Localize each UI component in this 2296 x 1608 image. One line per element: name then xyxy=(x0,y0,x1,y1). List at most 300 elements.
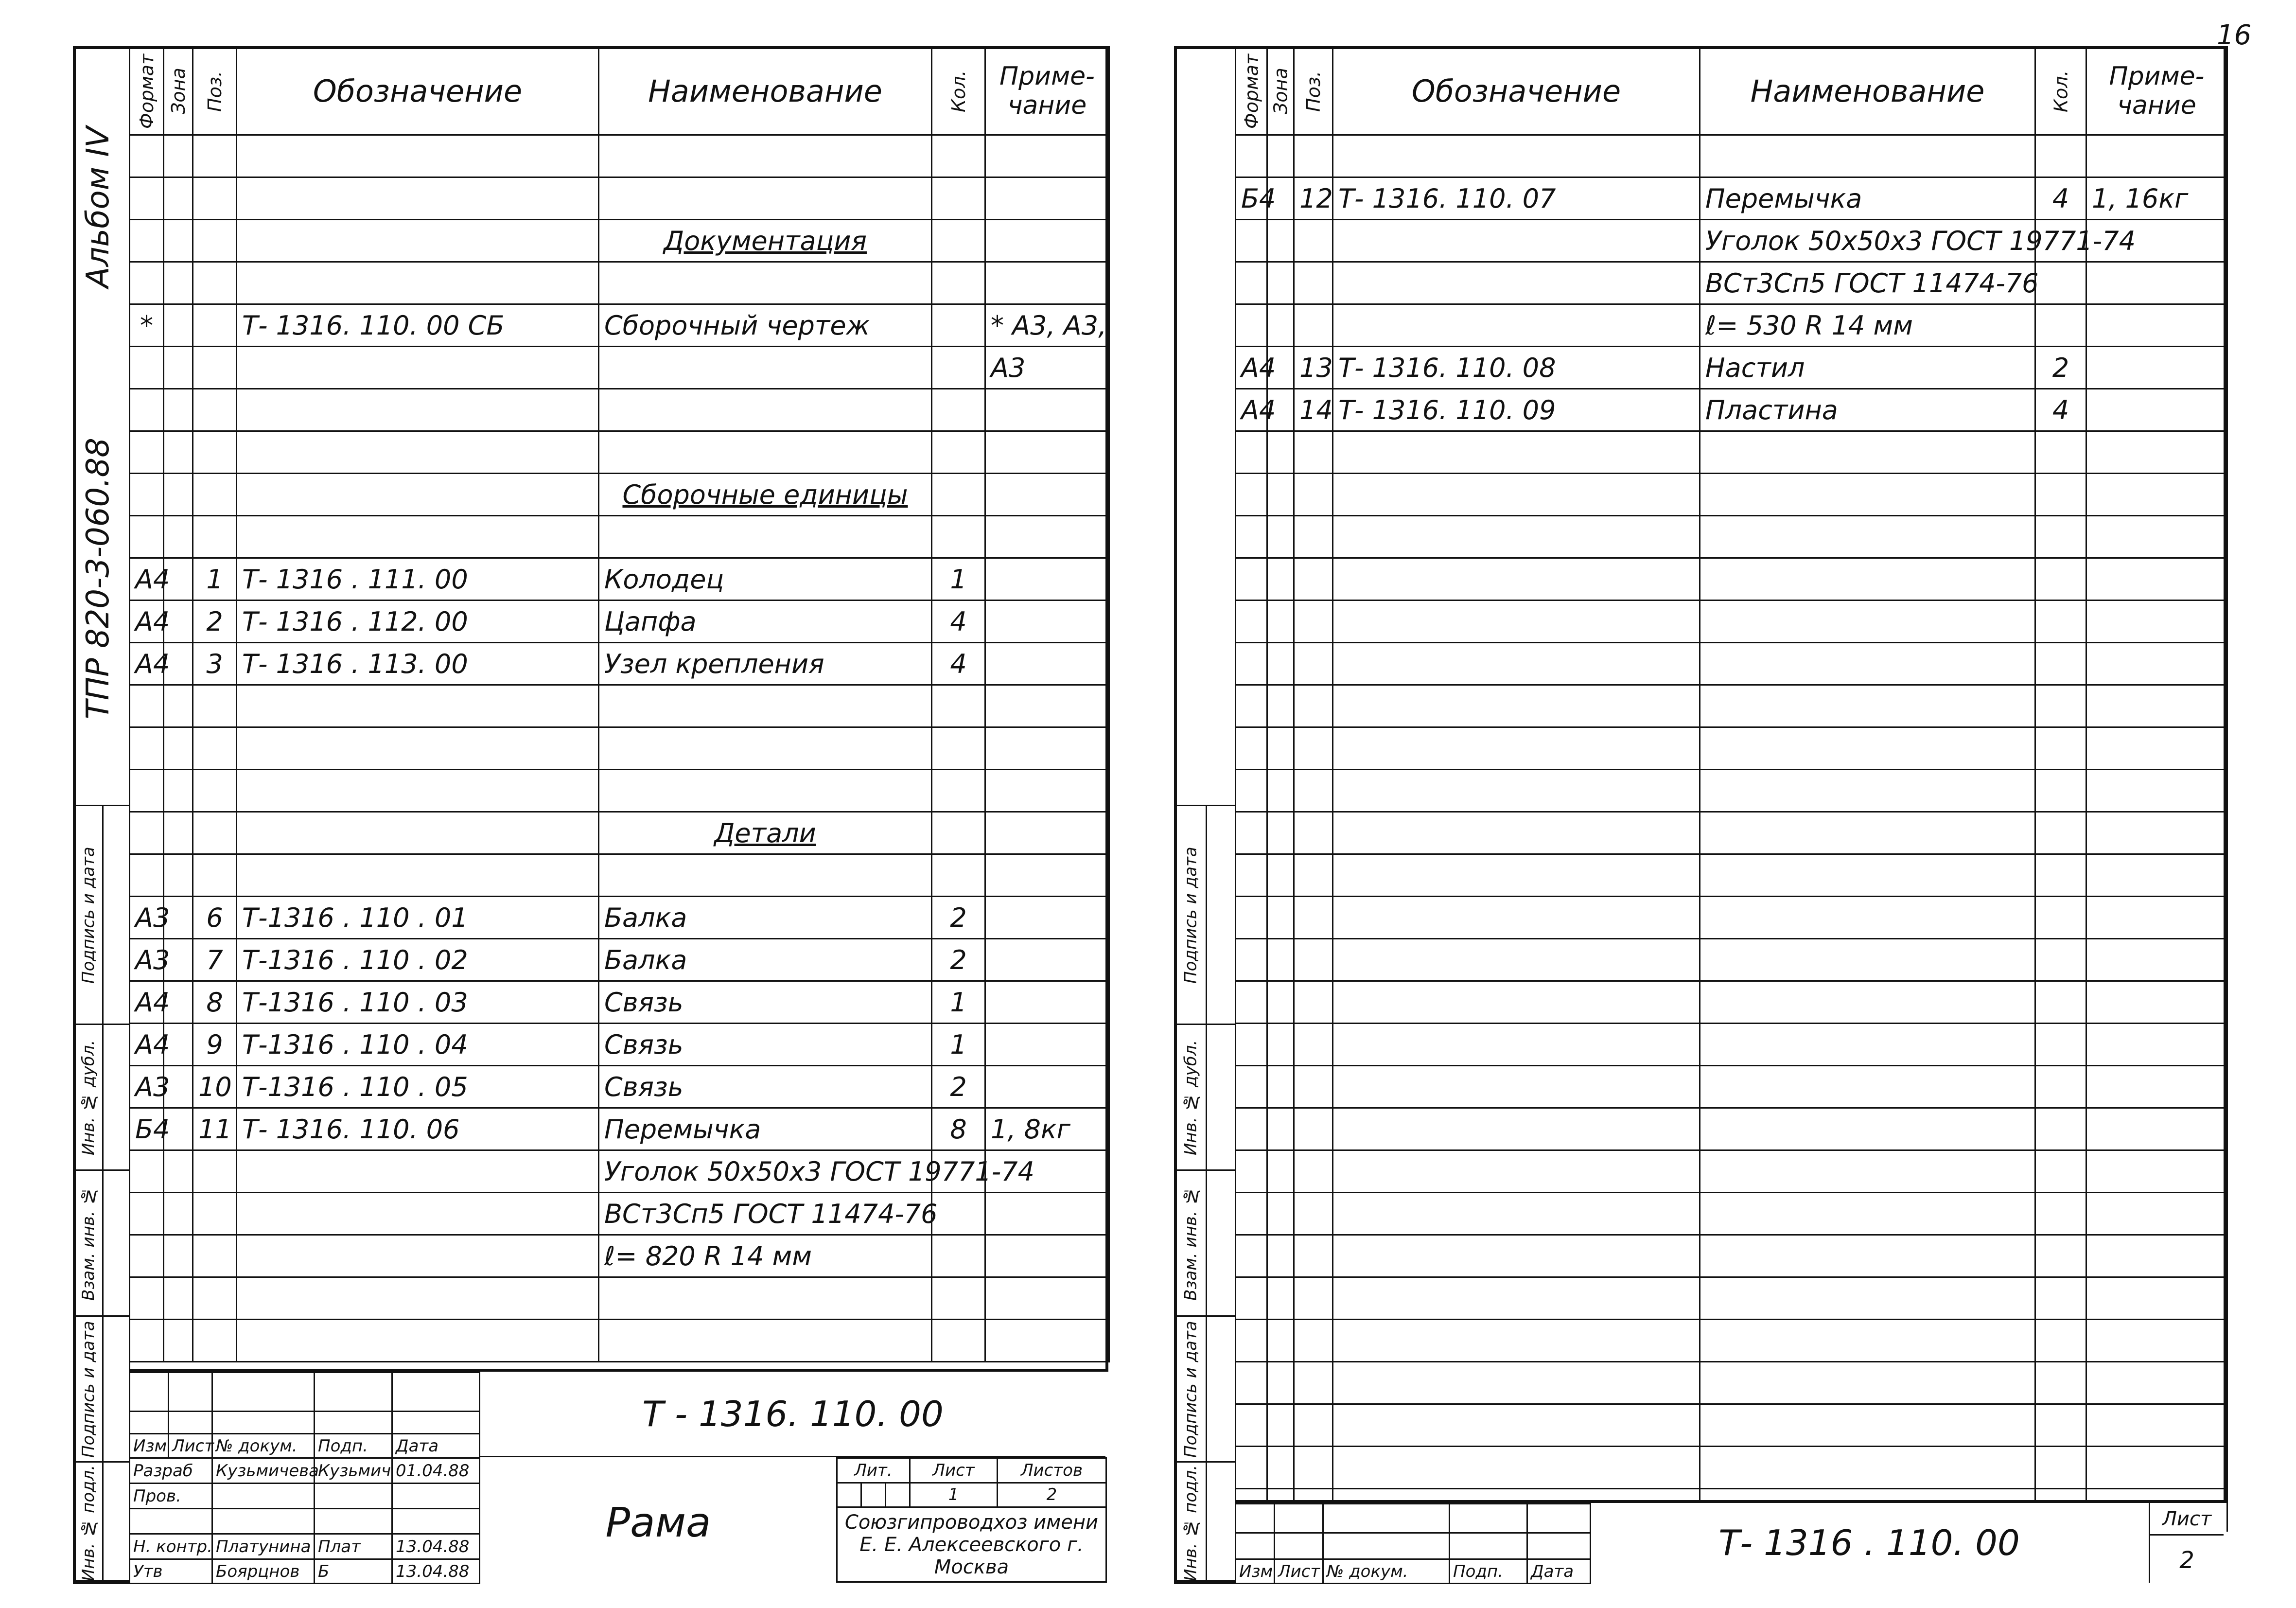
note-cell: 1, 8кг xyxy=(985,1108,1109,1150)
name-cell: Сборочные единицы xyxy=(599,474,932,516)
designation-cell xyxy=(1333,1193,1700,1235)
format-cell xyxy=(1236,727,1267,770)
note-cell xyxy=(985,262,1109,304)
format-cell: А3 xyxy=(130,939,164,981)
name-cell xyxy=(1700,474,2035,516)
note-cell xyxy=(985,643,1109,685)
zone-cell xyxy=(1267,812,1294,854)
left-side-strip xyxy=(73,805,130,1584)
note-cell xyxy=(2086,1320,2227,1362)
format-cell xyxy=(130,220,164,262)
name-cell: Узел крепления xyxy=(599,643,932,685)
qty-cell xyxy=(2035,981,2086,1024)
col-note: Приме-чание xyxy=(985,47,1109,135)
format-cell xyxy=(1236,1320,1267,1362)
zone-cell xyxy=(164,474,193,516)
note-cell xyxy=(2086,1277,2227,1320)
note-cell xyxy=(985,981,1109,1024)
name-cell xyxy=(1700,727,2035,770)
table-row xyxy=(1236,1193,2227,1235)
sign-approved: Б xyxy=(315,1559,392,1584)
format-cell xyxy=(130,1150,164,1193)
strip-sign-date-1: Подпись и дата xyxy=(74,806,103,1025)
col-izm: Изм xyxy=(130,1434,169,1458)
designation-cell xyxy=(237,474,599,516)
pos-cell: 6 xyxy=(193,897,237,939)
note-cell xyxy=(2086,685,2227,727)
name-cell xyxy=(1700,1320,2035,1362)
format-cell xyxy=(1236,1447,1267,1489)
pos-cell: 1 xyxy=(193,558,237,601)
zone-cell xyxy=(164,770,193,812)
qty-cell xyxy=(932,727,985,770)
table-row xyxy=(130,854,1109,897)
pos-cell xyxy=(193,854,237,897)
col-name: Наименование xyxy=(1700,47,2035,135)
name-cell xyxy=(1700,685,2035,727)
note-cell xyxy=(985,135,1109,177)
note-cell xyxy=(2086,1404,2227,1447)
qty-cell: 4 xyxy=(932,601,985,643)
qty-cell xyxy=(2035,474,2086,516)
format-cell xyxy=(130,1193,164,1235)
format-cell xyxy=(1236,431,1267,474)
name-cell xyxy=(1700,643,2035,685)
doc-code: Т- 1316 . 110. 00 xyxy=(1718,1522,2020,1563)
format-cell: А4 xyxy=(130,558,164,601)
note-cell xyxy=(2086,347,2227,389)
project-code: ТПР 820-3-060.88 xyxy=(80,438,116,720)
pos-cell xyxy=(1294,981,1333,1024)
sheet-value: 2 xyxy=(2179,1547,2194,1574)
format-cell xyxy=(1236,304,1267,347)
designation-cell xyxy=(1333,897,1700,939)
name-cell: Балка xyxy=(599,897,932,939)
pos-cell xyxy=(193,262,237,304)
name-cell xyxy=(1700,1362,2035,1404)
strip-vzam-inv: Взам. инв. № xyxy=(74,1170,103,1316)
pos-cell xyxy=(193,135,237,177)
qty-cell: 4 xyxy=(2035,177,2086,220)
format-cell xyxy=(1236,770,1267,812)
table-row xyxy=(1236,177,2227,220)
format-cell xyxy=(1236,643,1267,685)
zone-cell xyxy=(164,812,193,854)
left-signatures xyxy=(129,1372,480,1584)
format-cell: А4 xyxy=(130,601,164,643)
designation-cell xyxy=(1333,1320,1700,1362)
table-row xyxy=(1236,854,2227,897)
designation-cell xyxy=(237,389,599,431)
table-row xyxy=(130,1193,1109,1235)
format-cell: А4 xyxy=(130,1024,164,1066)
lit-label: Лит. xyxy=(837,1458,910,1483)
name-cell: Настил xyxy=(1700,347,2035,389)
pos-cell xyxy=(193,474,237,516)
format-cell xyxy=(1236,1235,1267,1277)
format-cell xyxy=(130,177,164,220)
pos-cell xyxy=(193,220,237,262)
table-row xyxy=(130,770,1109,812)
col-qty: Кол. xyxy=(2035,47,2086,135)
designation-cell xyxy=(237,431,599,474)
designation-cell xyxy=(237,347,599,389)
role-checker: Пров. xyxy=(130,1484,212,1509)
designation-cell xyxy=(237,812,599,854)
designation-cell xyxy=(1333,643,1700,685)
designation-cell xyxy=(1333,1277,1700,1320)
strip-inv-podl: Инв. № подл. xyxy=(74,1462,103,1584)
name-cell xyxy=(1700,981,2035,1024)
role-norm-control: Н. контр. xyxy=(130,1534,212,1559)
name-cell xyxy=(1700,897,2035,939)
table-row xyxy=(130,1277,1109,1320)
qty-cell xyxy=(2035,558,2086,601)
note-cell xyxy=(985,389,1109,431)
name-cell xyxy=(1700,1404,2035,1447)
table-row xyxy=(1236,1024,2227,1066)
table-row xyxy=(130,897,1109,939)
pos-cell: 9 xyxy=(193,1024,237,1066)
qty-cell: 2 xyxy=(932,1066,985,1108)
format-cell xyxy=(1236,558,1267,601)
col-date: Дата xyxy=(1527,1559,1591,1584)
qty-cell xyxy=(932,474,985,516)
name-cell xyxy=(599,177,932,220)
col-designation: Обозначение xyxy=(237,47,599,135)
note-cell xyxy=(2086,1193,2227,1235)
table-row xyxy=(1236,1320,2227,1362)
designation-cell xyxy=(1333,1362,1700,1404)
table-row xyxy=(1236,347,2227,389)
table-row xyxy=(1236,643,2227,685)
note-cell xyxy=(985,812,1109,854)
zone-cell xyxy=(164,727,193,770)
format-cell xyxy=(1236,135,1267,177)
table-row xyxy=(130,812,1109,854)
zone-cell xyxy=(1267,1024,1294,1066)
table-row xyxy=(1236,601,2227,643)
designation-cell xyxy=(1333,262,1700,304)
pos-cell xyxy=(1294,135,1333,177)
pos-cell xyxy=(1294,727,1333,770)
pos-cell xyxy=(1294,685,1333,727)
pos-cell: 3 xyxy=(193,643,237,685)
note-cell xyxy=(2086,516,2227,558)
table-row xyxy=(130,643,1109,685)
designation-cell xyxy=(237,770,599,812)
qty-cell xyxy=(2035,1108,2086,1150)
zone-cell xyxy=(164,262,193,304)
note-cell xyxy=(2086,1024,2227,1066)
designation-cell xyxy=(1333,1404,1700,1447)
designation-cell xyxy=(1333,516,1700,558)
format-cell xyxy=(130,389,164,431)
designation-cell xyxy=(1333,854,1700,897)
qty-cell xyxy=(2035,262,2086,304)
pos-cell: 10 xyxy=(193,1066,237,1108)
designation-cell: Т- 1316. 110. 07 xyxy=(1333,177,1700,220)
item-name-cell xyxy=(479,1457,836,1583)
zone-cell xyxy=(164,220,193,262)
note-cell xyxy=(985,516,1109,558)
sheets-value: 2 xyxy=(998,1483,1106,1507)
pos-cell xyxy=(1294,1108,1333,1150)
zone-cell xyxy=(1267,643,1294,685)
note-cell xyxy=(2086,558,2227,601)
name-cell xyxy=(599,516,932,558)
zone-cell xyxy=(164,1277,193,1320)
designation-cell xyxy=(1333,1066,1700,1108)
name-cell xyxy=(599,347,932,389)
zone-cell xyxy=(1267,558,1294,601)
pos-cell: 14 xyxy=(1294,389,1333,431)
zone-cell xyxy=(1267,1404,1294,1447)
zone-cell xyxy=(1267,601,1294,643)
col-zone: Зона xyxy=(164,47,193,135)
note-cell xyxy=(985,1235,1109,1277)
designation-cell: Т-1316 . 110 . 02 xyxy=(237,939,599,981)
pos-cell xyxy=(193,1150,237,1193)
format-cell: Б4 xyxy=(130,1108,164,1150)
note-cell xyxy=(2086,1150,2227,1193)
qty-cell: 2 xyxy=(932,897,985,939)
designation-cell xyxy=(237,1235,599,1277)
note-cell xyxy=(985,939,1109,981)
pos-cell xyxy=(1294,770,1333,812)
name-cell xyxy=(1700,1150,2035,1193)
table-row xyxy=(1236,727,2227,770)
note-cell xyxy=(2086,854,2227,897)
sign-norm-control: Плат xyxy=(315,1534,392,1559)
note-cell xyxy=(2086,262,2227,304)
qty-cell xyxy=(932,516,985,558)
doc-code: Т - 1316. 110. 00 xyxy=(642,1394,944,1434)
table-row xyxy=(1236,685,2227,727)
name-cell xyxy=(1700,1108,2035,1150)
name-cell xyxy=(1700,1066,2035,1108)
table-row xyxy=(1236,389,2227,431)
name-cell xyxy=(1700,135,2035,177)
qty-cell xyxy=(2035,685,2086,727)
col-name: Наименование xyxy=(599,47,932,135)
sign-developer: Кузьмич xyxy=(315,1458,392,1484)
zone-cell xyxy=(1267,262,1294,304)
note-cell: А3 xyxy=(985,347,1109,389)
table-row xyxy=(1236,431,2227,474)
note-cell xyxy=(2086,770,2227,812)
format-cell xyxy=(130,347,164,389)
name-cell: Перемычка xyxy=(599,1108,932,1150)
pos-cell xyxy=(1294,1362,1333,1404)
col-sign: Подп. xyxy=(1450,1559,1527,1584)
left-title-block xyxy=(129,1369,1108,1583)
zone-cell xyxy=(1267,727,1294,770)
name-cell xyxy=(1700,854,2035,897)
zone-cell xyxy=(1267,1362,1294,1404)
designation-cell: Т- 1316 . 112. 00 xyxy=(237,601,599,643)
format-cell xyxy=(1236,601,1267,643)
zone-cell xyxy=(164,685,193,727)
qty-cell xyxy=(932,177,985,220)
designation-cell xyxy=(237,1320,599,1362)
name-approved: Боярцнов xyxy=(212,1559,315,1584)
zone-cell xyxy=(1267,1320,1294,1362)
name-cell: ℓ= 820 R 14 мм xyxy=(599,1235,932,1277)
name-cell xyxy=(1700,1277,2035,1320)
left-sheet-info xyxy=(836,1457,1107,1583)
name-cell xyxy=(599,770,932,812)
qty-cell xyxy=(932,1320,985,1362)
name-cell: Перемычка xyxy=(1700,177,2035,220)
doc-code-cell xyxy=(479,1372,1105,1457)
format-cell: А3 xyxy=(130,1066,164,1108)
qty-cell xyxy=(932,135,985,177)
pos-cell: 12 xyxy=(1294,177,1333,220)
table-row xyxy=(130,1066,1109,1108)
table-row xyxy=(130,981,1109,1024)
name-cell: Связь xyxy=(599,981,932,1024)
qty-cell xyxy=(932,1193,985,1235)
format-cell: А4 xyxy=(1236,389,1267,431)
pos-cell xyxy=(193,431,237,474)
pos-cell xyxy=(1294,1150,1333,1193)
zone-cell xyxy=(1267,304,1294,347)
format-cell xyxy=(1236,262,1267,304)
col-list: Лист xyxy=(169,1434,212,1458)
designation-cell xyxy=(237,727,599,770)
note-cell: * А3, А3, xyxy=(985,304,1109,347)
name-cell xyxy=(1700,516,2035,558)
pos-cell xyxy=(1294,1277,1333,1320)
name-cell xyxy=(1700,431,2035,474)
name-cell xyxy=(599,727,932,770)
zone-cell xyxy=(164,1235,193,1277)
table-row xyxy=(130,1108,1109,1150)
pos-cell xyxy=(1294,1447,1333,1489)
sheet-cell xyxy=(2149,1503,2224,1583)
designation-cell xyxy=(237,262,599,304)
name-cell xyxy=(599,1320,932,1362)
pos-cell xyxy=(1294,262,1333,304)
name-developer: Кузьмичева xyxy=(212,1458,315,1484)
table-row xyxy=(1236,135,2227,177)
format-cell xyxy=(130,262,164,304)
qty-cell xyxy=(2035,897,2086,939)
strip-sign-date-2: Подпись и дата xyxy=(1175,1316,1207,1462)
qty-cell xyxy=(2035,1066,2086,1108)
role-approved: Утв xyxy=(130,1559,212,1584)
strip-sign-date-1: Подпись и дата xyxy=(1175,806,1207,1025)
col-izm: Изм xyxy=(1236,1559,1275,1584)
zone-cell xyxy=(1267,770,1294,812)
pos-cell: 8 xyxy=(193,981,237,1024)
qty-cell: 1 xyxy=(932,981,985,1024)
qty-cell xyxy=(2035,1193,2086,1235)
table-row xyxy=(130,474,1109,516)
zone-cell xyxy=(164,1320,193,1362)
pos-cell: 13 xyxy=(1294,347,1333,389)
col-doc: № докум. xyxy=(1323,1559,1450,1584)
zone-cell xyxy=(1267,854,1294,897)
designation-cell xyxy=(1333,770,1700,812)
qty-cell xyxy=(932,1235,985,1277)
qty-cell xyxy=(2035,770,2086,812)
name-cell xyxy=(1700,1024,2035,1066)
name-cell: Пластина xyxy=(1700,389,2035,431)
designation-cell: Т- 1316 . 113. 00 xyxy=(237,643,599,685)
pos-cell xyxy=(193,347,237,389)
name-cell: Сборочный чертеж xyxy=(599,304,932,347)
name-cell xyxy=(599,431,932,474)
zone-cell xyxy=(164,389,193,431)
table-row xyxy=(1236,812,2227,854)
note-cell xyxy=(985,1066,1109,1108)
name-cell xyxy=(1700,1235,2035,1277)
page-number: 16 xyxy=(2217,19,2252,51)
name-cell: Уголок 50х50х3 ГОСТ 19771-74 xyxy=(1700,220,2035,262)
table-row xyxy=(130,1235,1109,1277)
table-row xyxy=(130,1320,1109,1362)
qty-cell xyxy=(2035,1277,2086,1320)
format-cell xyxy=(1236,854,1267,897)
format-cell: А4 xyxy=(130,643,164,685)
pos-cell xyxy=(1294,474,1333,516)
format-cell xyxy=(130,685,164,727)
zone-cell xyxy=(1267,1066,1294,1108)
pos-cell xyxy=(1294,812,1333,854)
name-cell: Балка xyxy=(599,939,932,981)
sheets-label: Листов xyxy=(998,1458,1106,1483)
qty-cell xyxy=(2035,1404,2086,1447)
pos-cell xyxy=(1294,220,1333,262)
name-checker xyxy=(212,1484,315,1509)
zone-cell xyxy=(1267,897,1294,939)
col-pos: Поз. xyxy=(193,47,237,135)
designation-cell xyxy=(237,1277,599,1320)
table-row xyxy=(1236,770,2227,812)
table-row xyxy=(130,685,1109,727)
note-cell xyxy=(2086,939,2227,981)
sheet-label: Лист xyxy=(910,1458,998,1483)
table-row xyxy=(1236,1447,2227,1489)
zone-cell xyxy=(1267,939,1294,981)
qty-cell xyxy=(932,854,985,897)
pos-cell xyxy=(1294,516,1333,558)
col-designation: Обозначение xyxy=(1333,47,1700,135)
format-cell xyxy=(1236,1193,1267,1235)
table-row xyxy=(130,558,1109,601)
format-cell xyxy=(1236,220,1267,262)
table-row xyxy=(1236,262,2227,304)
right-side-strip xyxy=(1174,805,1236,1584)
sheet-label: Лист xyxy=(2150,1508,2224,1536)
pos-cell xyxy=(193,685,237,727)
designation-cell xyxy=(1333,601,1700,643)
designation-cell xyxy=(1333,812,1700,854)
note-cell xyxy=(985,558,1109,601)
designation-cell: Т- 1316. 110. 09 xyxy=(1333,389,1700,431)
format-cell xyxy=(130,1277,164,1320)
pos-cell xyxy=(1294,897,1333,939)
col-list: Лист xyxy=(1275,1559,1323,1584)
table-row xyxy=(130,389,1109,431)
format-cell xyxy=(1236,474,1267,516)
col-note: Приме-чание xyxy=(2086,47,2227,135)
table-row xyxy=(130,304,1109,347)
name-norm-control: Платунина xyxy=(212,1534,315,1559)
qty-cell xyxy=(932,770,985,812)
